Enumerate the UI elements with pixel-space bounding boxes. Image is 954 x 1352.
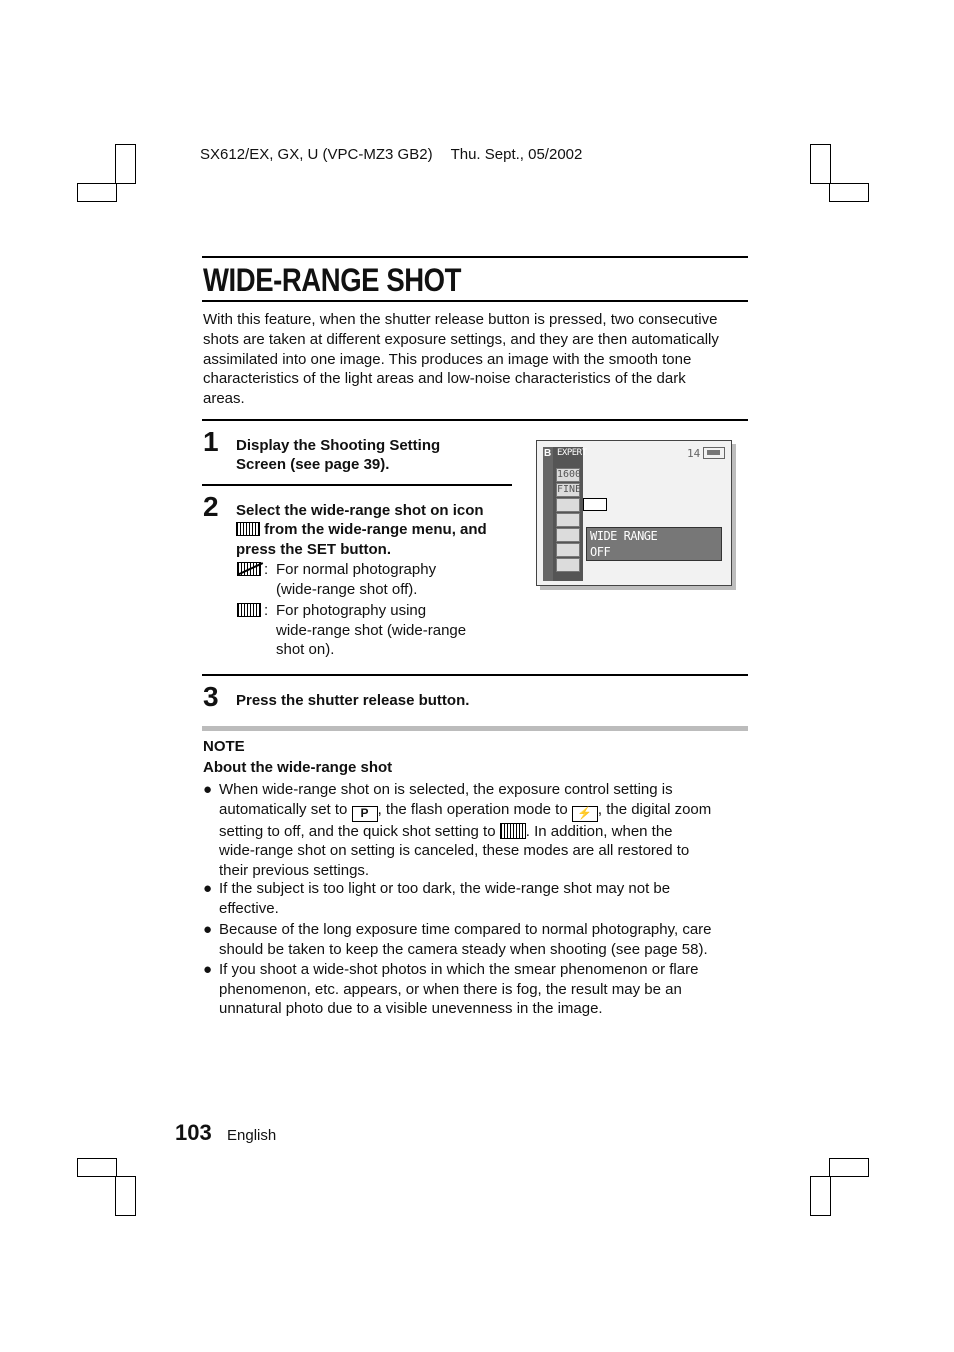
crop-mark-top-left: [115, 144, 136, 184]
note-bullet: ● When wide-range shot on is selected, the exposure control setting is automatically set to P , the flash operation mode to ⚡ , the digital zoom setting to off, and the quick shot setting to . In addition, when the wide-range shot on setting is canceled, these modes are all restored to their previous settings.: [203, 781, 712, 879]
option-on-line: wide-range shot (wide-range: [276, 621, 467, 639]
crop-mark-bottom-right: [829, 1158, 869, 1177]
title-rule-bottom: [202, 300, 748, 302]
screen-menu-grid-icon: [556, 558, 580, 572]
option-on-line: shot on).: [276, 641, 335, 658]
screen-mode-letter: B: [544, 448, 552, 459]
screen-menu-mic-icon: [556, 528, 580, 542]
screen-menu-timer-icon: [556, 513, 580, 527]
page-number: 103: [175, 1120, 212, 1145]
intro-line: With this feature, when the shutter release button is pressed, two consecutive: [203, 311, 718, 328]
quick-shot-off-icon: [500, 823, 526, 839]
bullet-icon: ●: [203, 961, 213, 978]
header-meta: [200, 146, 582, 163]
step-3-line: Press the shutter release button.: [236, 692, 470, 709]
note-bullet: ● If you shoot a wide-shot photos in which the smear phenomenon or flare phenomenon, etc. appears, or when there is fog, the result may be an unnatural photo due to a visible unevenness in the image.: [203, 961, 699, 1017]
screen-mode-label: EXPERT: [557, 448, 587, 458]
bullet-icon: ●: [203, 921, 213, 938]
wide-range-on-icon: [237, 603, 261, 617]
flash-off-icon: ⚡: [572, 806, 598, 822]
screen-menu-focus-icon: [556, 543, 580, 557]
crop-mark-top-right: [810, 144, 831, 184]
step-1-text: [236, 436, 440, 475]
screen-menu-quality: FINE: [557, 484, 582, 495]
bullet-icon: ●: [203, 781, 213, 798]
title-rule-top: [202, 256, 748, 258]
crop-mark-bottom-right: [810, 1176, 831, 1216]
screen-shot-count: 14: [687, 447, 701, 460]
header-date: Thu. Sept., 05/2002: [450, 146, 583, 163]
step-2-number: 2: [203, 491, 219, 522]
intro-line: characteristics of the light areas and low-noise characteristics of the dark: [203, 370, 686, 388]
note-heading: NOTE: [203, 738, 245, 755]
step-2-line: press the SET button.: [236, 540, 392, 558]
step-1-line: Display the Shooting Setting: [236, 437, 441, 454]
note-subheading: About the wide-range shot: [203, 759, 393, 776]
step-1-number: 1: [203, 426, 219, 457]
option-off-line: For normal photography: [276, 561, 437, 578]
screen-menu-iso: 1600: [557, 469, 582, 480]
step-3-number: 3: [203, 681, 219, 712]
step-2-line: Select the wide-range shot on icon: [236, 502, 484, 519]
note-bullet: ● Because of the long exposure time compared to normal photography, care should be taken to keep the camera steady when shooting (see page 58).: [203, 921, 712, 958]
intro-line: areas.: [203, 390, 245, 408]
page-language: English: [227, 1127, 277, 1144]
screen-info-line: WIDE RANGE: [590, 529, 658, 543]
wide-range-on-icon: [236, 522, 260, 536]
crop-mark-bottom-left: [115, 1176, 136, 1216]
battery-icon: [703, 447, 725, 459]
option-on-line: For photography using: [276, 602, 427, 619]
screen-selected-wide-range-icon: [583, 498, 607, 511]
bullet-icon: ●: [203, 880, 213, 897]
step-rule: [202, 419, 748, 421]
crop-mark-top-left: [77, 183, 117, 202]
step-2-text: [236, 501, 516, 559]
screen-menu-wide-range-icon: [556, 498, 580, 512]
step-rule: [202, 484, 512, 486]
crop-mark-top-right: [829, 183, 869, 202]
program-mode-icon: P: [352, 806, 378, 822]
intro-line: shots are taken at different exposure settings, and they are then automatically: [203, 330, 719, 348]
option-off-line: (wide-range shot off).: [276, 580, 418, 598]
note-bullet: ● If the subject is too light or too dark, the wide-range shot may not be effective.: [203, 880, 671, 917]
intro-paragraph: [203, 310, 748, 409]
step-rule: [202, 674, 748, 676]
crop-mark-bottom-left: [77, 1158, 117, 1177]
intro-line: assimilated into one image. This produces an image with the smooth tone: [203, 350, 692, 368]
header-model: SX612/EX, GX, U (VPC-MZ3 GB2): [200, 146, 433, 163]
wide-range-off-icon: [237, 562, 261, 576]
step-2-line: from the wide-range menu, and: [236, 520, 516, 539]
camera-screen: [536, 440, 732, 586]
screen-info-line: OFF: [590, 545, 611, 559]
note-divider: [202, 726, 748, 731]
step-1-line: Screen (see page 39).: [236, 456, 390, 474]
step-3-text: [236, 691, 469, 710]
page-title: WIDE-RANGE SHOT: [203, 262, 462, 298]
